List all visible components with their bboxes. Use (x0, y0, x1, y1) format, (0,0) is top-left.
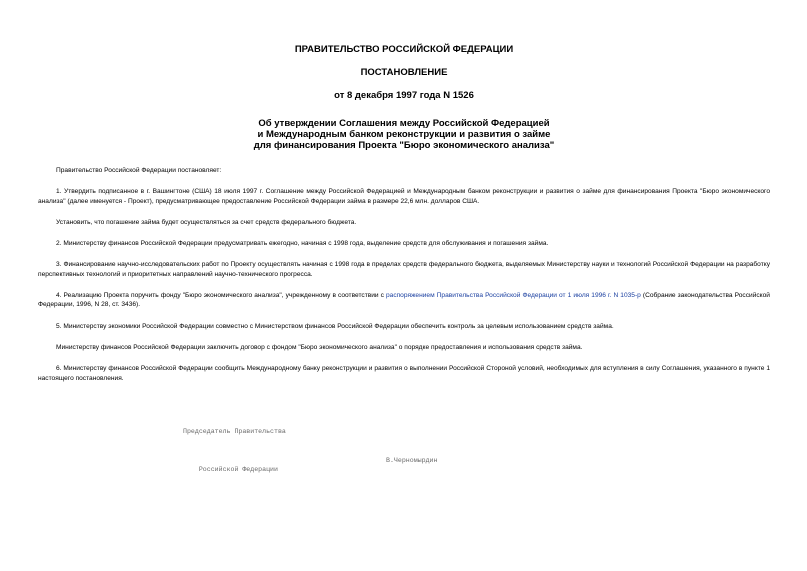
document (38, 0, 770, 395)
paragraph-4 (38, 291, 770, 310)
title-line: для финансирования Проекта "Бюро экономического анализа" (253, 140, 555, 151)
title-line: Об утверждении Соглашения между Российской Федерацией (258, 118, 550, 129)
government-heading: ПРАВИТЕЛЬСТВО РОССИЙСКОЙ ФЕДЕРАЦИИ (294, 44, 514, 55)
paragraph-2: 2. Министерству финансов Российской Федерации предусматривать ежегодно, начиная с 1998 года, выделение средств для обслуживания и погашения займа. (56, 240, 549, 248)
intro-paragraph: Правительство Российской Федерации постановляет: (56, 167, 222, 174)
paragraph-5-note: Министерству финансов Российской Федерации заключить договор с фондом "Бюро экономического анализа" о порядке предоставления и использования средств займа. (56, 343, 583, 351)
signature-row (183, 456, 438, 473)
document-body (38, 166, 770, 383)
paragraph-6: 6. Министерству финансов Российской Федерации сообщить Международному банку реконструкции и развития о выполнении Российской Стороной условий, необходимых для вступления в силу Соглашения, указанного в пункте 1 настоящего постановления. (38, 365, 770, 382)
signature-title-line: Российской Федерации (198, 466, 278, 473)
paragraph-5: 5. Министерству экономики Российской Федерации совместно с Министерством финансов Российской Федерации обеспечить контроль за целевым использованием средств займа. (56, 322, 614, 330)
signature-block (183, 408, 438, 475)
document-date-number: от 8 декабря 1997 года N 1526 (334, 90, 474, 101)
signatory-name: В.Черномырдин (386, 456, 438, 464)
document-title (38, 118, 770, 151)
document-type-heading: ПОСТАНОВЛЕНИЕ (360, 67, 448, 78)
paragraph-3: 3. Финансирование научно-исследовательских работ по Проекту осуществлять начиная с 1998 года в пределах средств федерального бюджета, выделяемых Министерству науки и технологий Российской Федерации на разработку перспективных технологий и приоритетных направлений научно-технического прогресса. (38, 261, 770, 278)
signature-title-line: Председатель Правительства (183, 428, 286, 435)
paragraph-1: 1. Утвердить подписанное в г. Вашингтоне (США) 18 июля 1997 г. Соглашение между Российской Федерацией и Международным банком реконструкции и развития о займе для финансирования Проекта "Бюро экономического анализа" (далее именуется - Проект), предусматривающее предоставление Российской Федерации займа в размере 22,6 млн. долларов США. (38, 188, 770, 205)
decree-link[interactable]: распоряжением Правительства Российской Федерации от 1 июля 1996 г. N 1035-р (385, 292, 641, 300)
paragraph-1-note: Установить, что погашение займа будет осуществляться за счет средств федерального бюджета. (56, 218, 357, 226)
paragraph-4-text-end: (Собрание законодательства Российской Федерации, 1996, N 28, ст. 3436). (38, 292, 770, 309)
paragraph-4-text-start: 4. Реализацию Проекта поручить фонду "Бюро экономического анализа", учрежденному в соответствии с (56, 292, 386, 300)
title-line: и Международным банком реконструкции и развития о займе (257, 129, 551, 140)
